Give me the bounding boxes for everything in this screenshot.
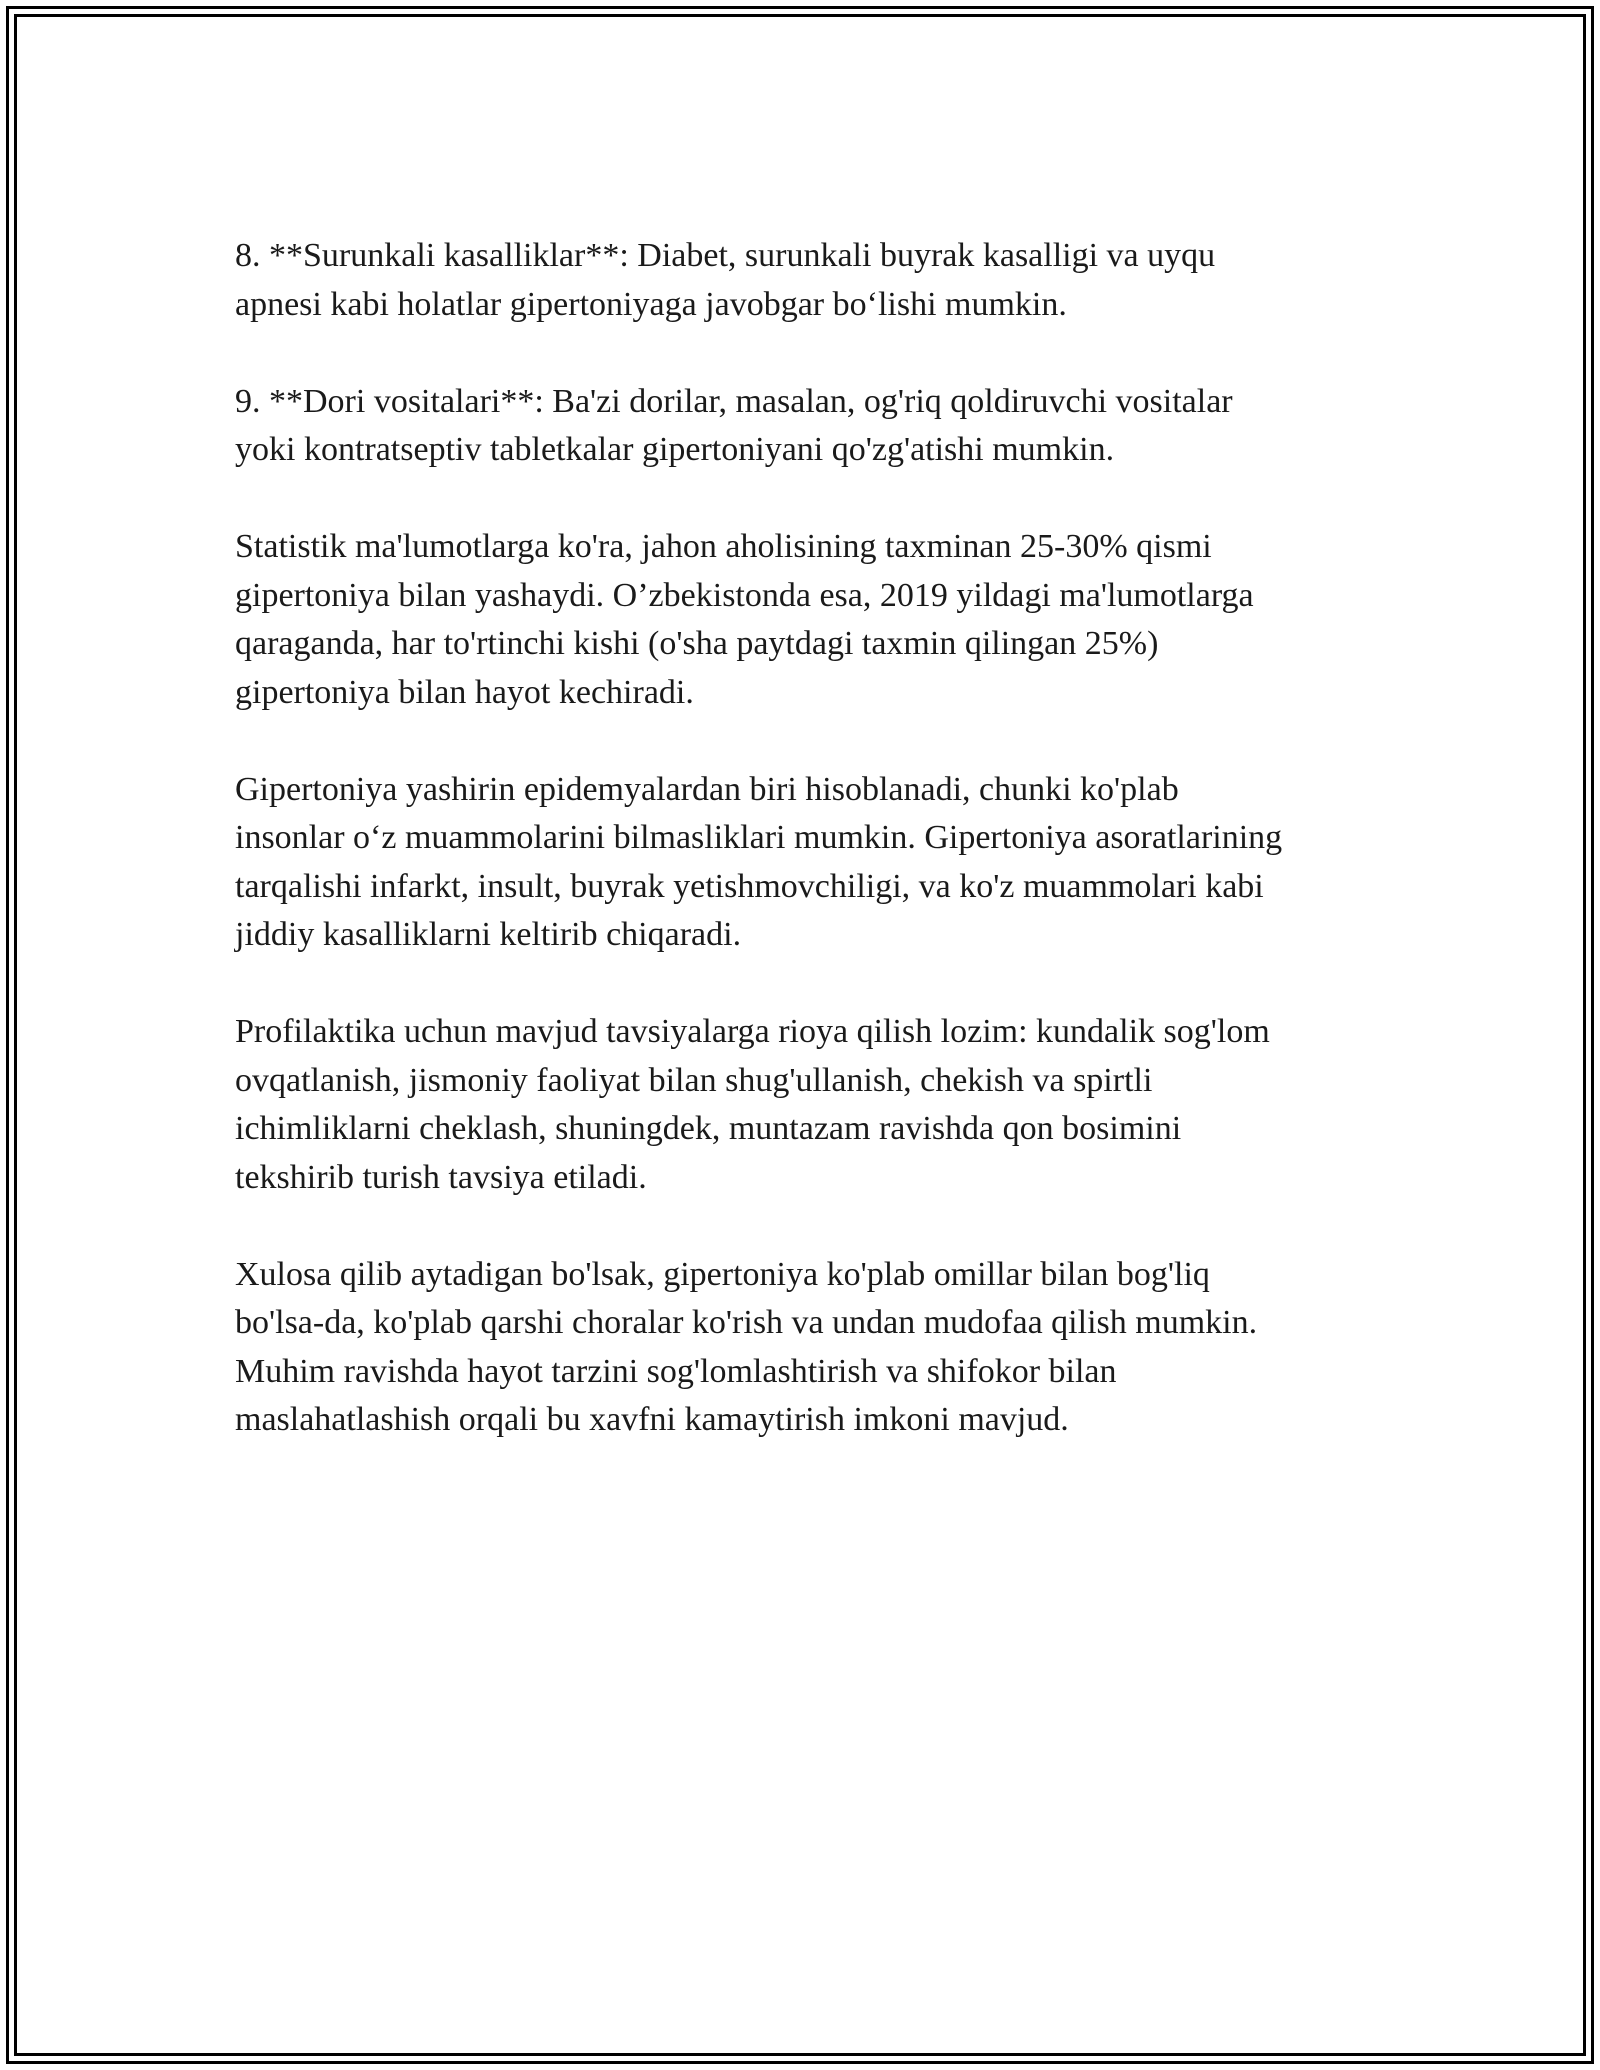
paragraph-chronic-diseases: 8. **Surunkali kasalliklar**: Diabet, surunkali buyrak kasalligi va uyqu apnesi kabi holatlar gipertoniyaga javobgar bo‘lishi mumkin. [235, 237, 1216, 323]
paragraph-medications: 9. **Dori vositalari**: Ba'zi dorilar, masalan, og'riq qoldiruvchi vositalar yoki kontratseptiv tabletkalar gipertoniyani qo'zg'atishi mumkin. [235, 382, 1233, 468]
paragraph-conclusion: Xulosa qilib aytadigan bo'lsak, gipertoniya ko'plab omillar bilan bog'liq bo'lsa-da, ko'plab qarshi choralar ko'rish va undan mudofaa qilish mumkin. Muhim ravishda hayot tarzini sog'lomlashtirish va shifokor bilan maslahatlashish orqali bu xavfni kamaytirish imkoni mavjud. [235, 1255, 1258, 1438]
paragraph-hidden-epidemic: Gipertoniya yashirin epidemyalardan biri hisoblanadi, chunki ko'plab insonlar o‘z muammolarini bilmasliklari mumkin. Gipertoniya asoratlarining tarqalishi infarkt, insult, buyrak yetishmovchiligi, va ko'z muammolari kabi jiddiy kasalliklarni keltirib chiqaradi. [235, 770, 1283, 953]
paragraph-statistics: Statistik ma'lumotlarga ko'ra, jahon aholisining taxminan 25-30% qismi gipertoniya bilan yashaydi. O’zbekistonda esa, 2019 yildagi ma'lumotlarga qaraganda, har to'rtinchi kishi (o'sha paytdagi taxmin qilingan 25%) gipertoniya bilan hayot kechiradi. [235, 528, 1254, 711]
document-body [235, 232, 1375, 1493]
paragraph-prevention: Profilaktika uchun mavjud tavsiyalarga rioya qilish lozim: kundalik sog'lom ovqatlanish, jismoniy faoliyat bilan shug'ullanish, chekish va spirtli ichimliklarni cheklash, shuningdek, muntazam ravishda qon bosimini tekshirib turish tavsiya etiladi. [235, 1013, 1270, 1196]
